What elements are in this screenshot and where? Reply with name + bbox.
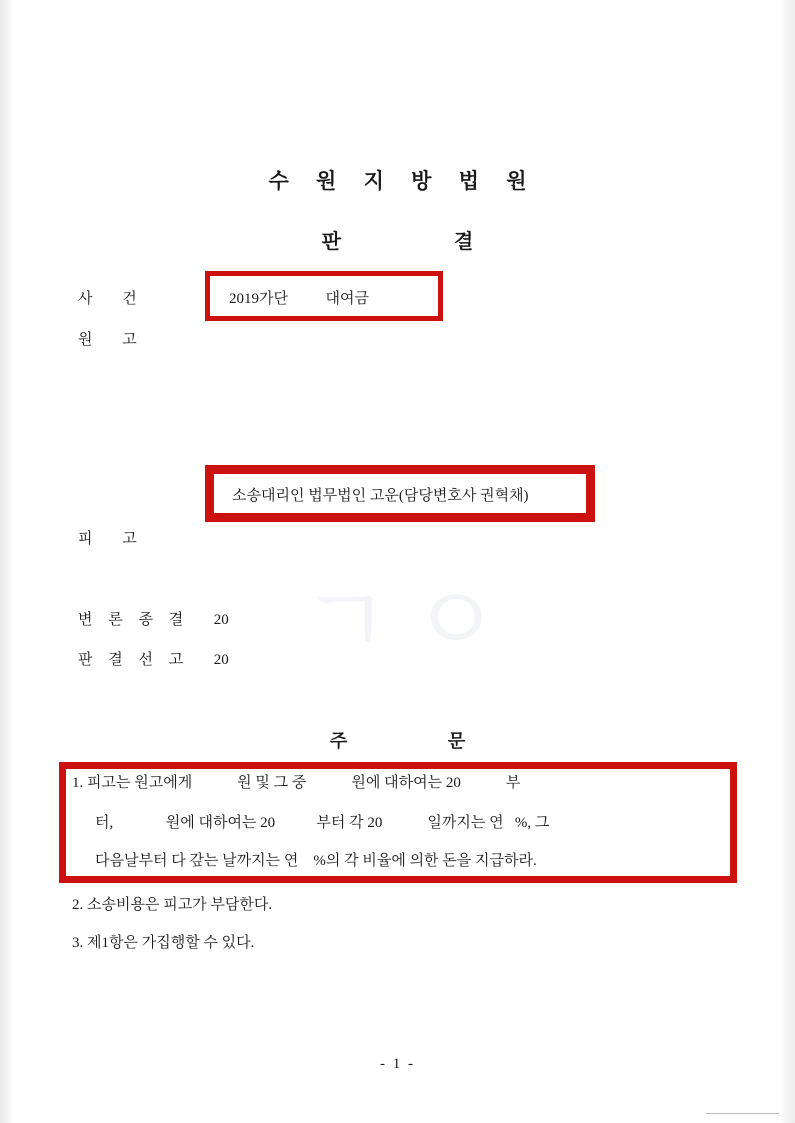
field-label-defendant: 피 고 bbox=[78, 531, 150, 547]
order-item-1-line-1: 1. 피고는 원고에게 원 및 그 중 원에 대하여는 20 부 bbox=[72, 775, 521, 791]
field-label-plaintiff: 원 고 bbox=[78, 332, 150, 348]
order-item-1-line-2: 터, 원에 대하여는 20 부터 각 20 일까지는 연 %, 그 bbox=[95, 815, 550, 831]
field-label-closing-date: 변 론 종 결 bbox=[78, 612, 190, 628]
field-value-closing-date: 20 bbox=[213, 612, 229, 628]
field-row-plaintiff bbox=[78, 328, 200, 349]
field-label-judgment-date: 판 결 선 고 bbox=[78, 652, 190, 668]
watermark: ㄱㅇ bbox=[300, 568, 520, 674]
document-type-heading: 판 결 bbox=[321, 231, 528, 253]
field-row-judgment-date bbox=[78, 648, 229, 669]
order-item-1-line-3: 다음날부터 다 갚는 날까지는 연 %의 각 비율에 의한 돈을 지급하라. bbox=[95, 853, 537, 869]
field-row-closing-date bbox=[78, 608, 229, 629]
field-row-case bbox=[78, 287, 196, 308]
order-item-2: 2. 소송비용은 피고가 부담한다. bbox=[72, 897, 273, 913]
page-bottom-divider bbox=[706, 1113, 795, 1114]
page-number: - 1 - bbox=[380, 1056, 415, 1072]
field-label-case: 사 건 bbox=[78, 291, 150, 307]
field-value-judgment-date: 20 bbox=[213, 652, 229, 668]
case-number-value: 2019가단 대여금 bbox=[229, 291, 369, 307]
court-title: 수 원 지 방 법 원 bbox=[268, 169, 538, 193]
order-item-3: 3. 제1항은 가집행할 수 있다. bbox=[72, 935, 255, 951]
order-heading: 주 문 bbox=[329, 731, 514, 751]
field-row-defendant bbox=[78, 527, 200, 548]
attorney-line: 소송대리인 법무법인 고운(담당변호사 권혁채) bbox=[232, 488, 529, 504]
